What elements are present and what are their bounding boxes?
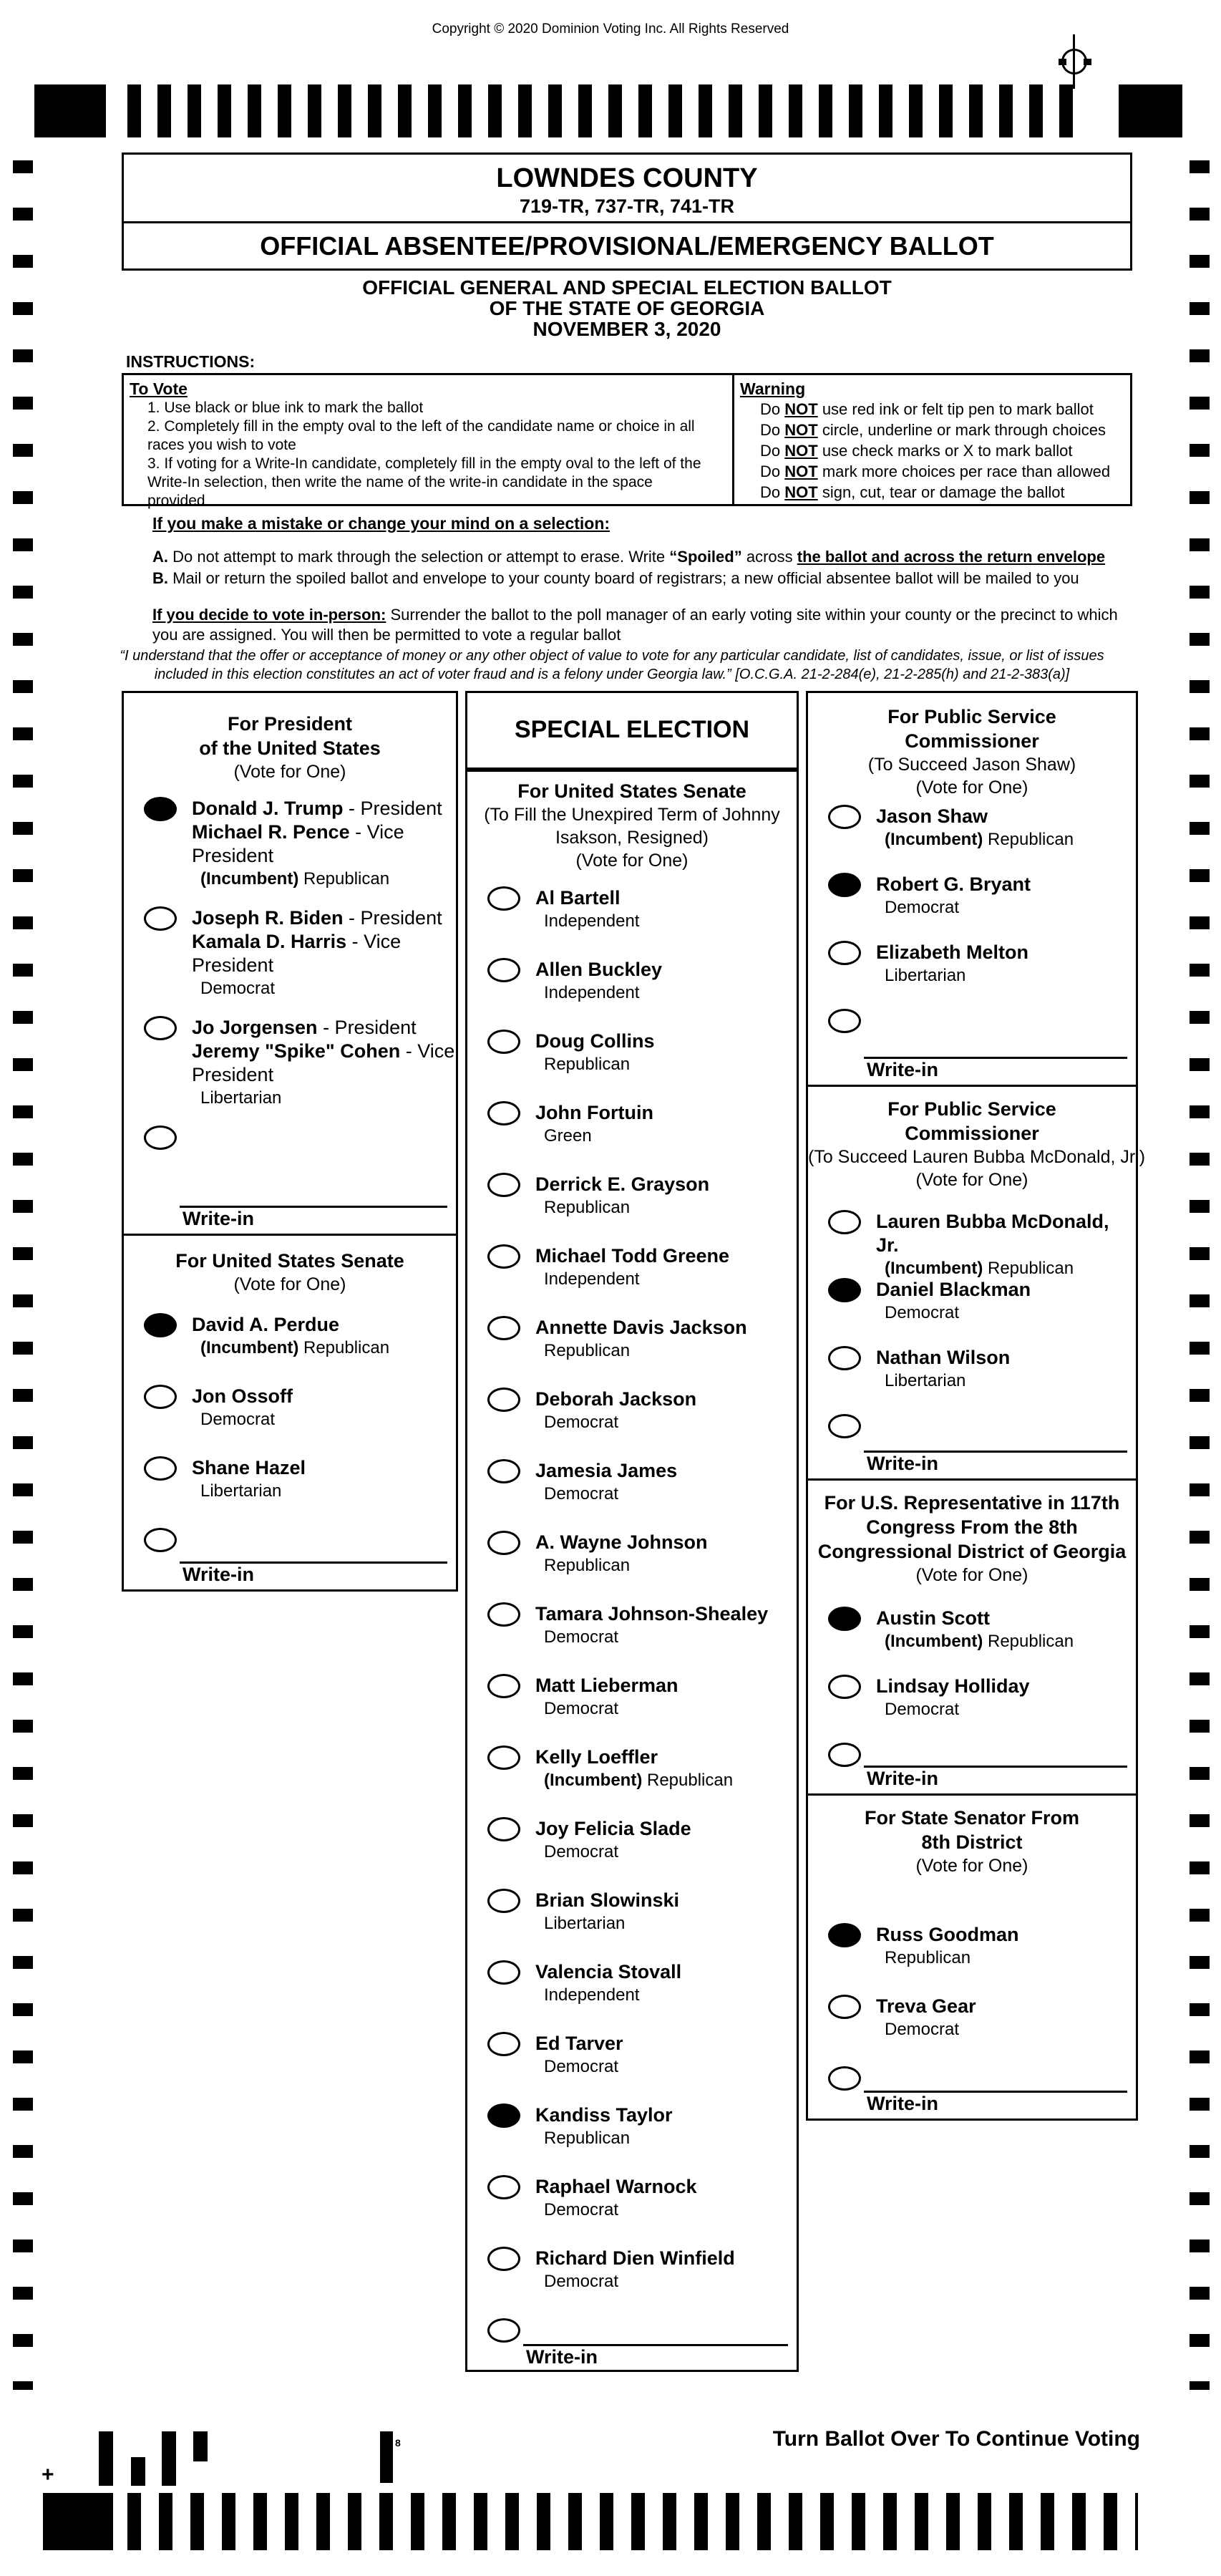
ballot-oval[interactable] (487, 1745, 520, 1770)
candidate-row (467, 2103, 797, 2175)
candidate-name: Deborah Jackson (535, 1388, 697, 1410)
election-date: NOVEMBER 3, 2020 (532, 318, 721, 340)
candidate-row (467, 1244, 797, 1316)
candidate-row (467, 886, 797, 958)
to-vote-item: 2. Completely fill in the empty oval to the left of the candidate name or choice in all races you wish to vote (147, 418, 695, 453)
ballot-oval[interactable] (144, 1528, 177, 1552)
candidate-name: Nathan Wilson (876, 1347, 1011, 1368)
ballot-oval[interactable] (487, 2247, 520, 2271)
warning-item: Do NOT use check marks or X to mark ballot (760, 442, 1073, 460)
incumbent-label: (Incumbent) (885, 830, 988, 849)
candidate-party: Democrat (885, 898, 960, 917)
registration-crosshair-icon (1058, 34, 1092, 89)
timing-mark-row (127, 2493, 1138, 2550)
candidate-party: Libertarian (544, 1914, 626, 1933)
to-vote-item: 1. Use black or blue ink to mark the ballot (147, 400, 424, 416)
write-in-area (864, 1057, 1127, 1080)
candidate-party: Libertarian (200, 1481, 282, 1501)
contest-title-line: For U.S. Representative in 117th (824, 1492, 1120, 1514)
write-in-label: Write-in (183, 1208, 254, 1229)
candidate-row (124, 1528, 456, 1560)
candidate-party: Libertarian (885, 1371, 966, 1390)
write-in-label: Write-in (526, 2346, 598, 2368)
candidate-party: Democrat (544, 2200, 619, 2219)
contest-header (808, 1796, 1136, 1877)
candidate-party: Republican (544, 1341, 631, 1360)
contest-us-senate-special (467, 770, 797, 2372)
instructions-table (122, 373, 1132, 509)
candidate-name: Derrick E. Grayson (535, 1173, 710, 1195)
ballot-oval[interactable] (828, 1414, 861, 1438)
candidate-name: Lauren Bubba McDonald, Jr. (876, 1211, 1109, 1256)
candidate-row (808, 1607, 1136, 1675)
candidate-party: Republican (544, 1055, 631, 1074)
write-in-area (180, 1561, 447, 1585)
ballot-oval[interactable] (144, 797, 177, 821)
ballot-oval[interactable] (487, 1388, 520, 1412)
candidate-name: Russ Goodman (876, 1924, 1019, 1945)
candidate-row (124, 906, 456, 1016)
ballot-oval[interactable] (487, 1316, 520, 1340)
write-in-label: Write-in (867, 1059, 938, 1080)
vote-for-line: (Vote for One) (233, 1274, 346, 1294)
write-in-label: Write-in (183, 1564, 254, 1585)
code-bar (99, 2431, 113, 2486)
plus-registration-mark: + (42, 2463, 54, 2487)
to-vote-title: To Vote (130, 379, 188, 398)
code-bar (131, 2457, 145, 2486)
candidate-name: Jason Shaw (876, 805, 988, 827)
write-in-area (864, 1766, 1127, 1789)
ballot-oval[interactable] (487, 1101, 520, 1125)
to-vote-cell (124, 375, 734, 509)
ballot-oval[interactable] (487, 2318, 520, 2343)
ballot-title: OFFICIAL ABSENTEE/PROVISIONAL/EMERGENCY BALLOT (260, 231, 994, 261)
candidate-name: Tamara Johnson-Shealey (535, 1603, 769, 1624)
election-title-line2: OF THE STATE OF GEORGIA (489, 297, 765, 319)
ballot-oval[interactable] (487, 886, 520, 911)
ballot-oval[interactable] (487, 2032, 520, 2056)
candidate-name: Kamala D. Harris (192, 931, 347, 952)
candidate-party: Republican (988, 1632, 1074, 1651)
ballot-oval[interactable] (487, 1960, 520, 1985)
candidate-row (808, 1995, 1136, 2066)
candidate-party: Democrat (544, 2057, 619, 2076)
ballot-oval[interactable] (487, 1244, 520, 1269)
ballot-oval[interactable] (828, 1278, 861, 1302)
timing-mark-block (34, 84, 106, 137)
candidate-name: Matt Lieberman (535, 1675, 678, 1696)
ballot-oval[interactable] (828, 1995, 861, 2019)
candidate-name: Annette Davis Jackson (535, 1317, 747, 1338)
incumbent-label: (Incumbent) (885, 1632, 988, 1651)
timing-mark-block (1119, 84, 1182, 137)
contest-title-line: Commissioner (905, 730, 1039, 752)
write-in-area (180, 1206, 447, 1229)
candidate-list (808, 805, 1136, 1077)
candidate-name: Doug Collins (535, 1030, 655, 1052)
vote-for-line: (Vote for One) (915, 778, 1028, 798)
timing-mark-column-left (13, 160, 33, 2390)
ballot-oval[interactable] (828, 805, 861, 829)
code-bar (162, 2431, 176, 2486)
contest-header (808, 693, 1136, 799)
warning-title: Warning (740, 379, 806, 398)
candidate-party: Independent (544, 983, 640, 1002)
candidate-name: Joseph R. Biden (192, 907, 344, 929)
contest-psc-shaw (808, 693, 1136, 1085)
candidate-row (808, 1346, 1136, 1414)
candidate-party: Republican (647, 1771, 734, 1790)
candidate-party: Democrat (544, 1842, 619, 1861)
candidate-row (467, 2247, 797, 2318)
contest-us-representative (808, 1478, 1136, 1793)
ballot-oval[interactable] (144, 1125, 177, 1150)
candidate-party: Republican (544, 1198, 631, 1217)
candidate-name: Valencia Stovall (535, 1961, 682, 1982)
candidate-row (467, 1316, 797, 1388)
ballot-column-right (806, 691, 1146, 2121)
vote-for-line: (Vote for One) (915, 1565, 1028, 1585)
ballot-column-left (122, 691, 458, 1592)
candidate-row (124, 797, 456, 906)
warning-item: Do NOT use red ink or felt tip pen to mark ballot (760, 400, 1094, 418)
candidate-row (467, 1745, 797, 1817)
ballot-oval[interactable] (828, 1743, 861, 1767)
candidate-party: Democrat (544, 1484, 619, 1504)
candidate-row (467, 2175, 797, 2247)
vote-for-line: (Vote for One) (915, 1170, 1028, 1190)
ballot-oval[interactable] (487, 1602, 520, 1627)
ballot-oval[interactable] (487, 1674, 520, 1698)
candidate-name: Jeremy "Spike" Cohen (192, 1040, 401, 1062)
candidate-office: - President (343, 798, 442, 819)
candidate-row (467, 1173, 797, 1244)
ballot-oval[interactable] (144, 1385, 177, 1409)
candidate-name: Michael R. Pence (192, 821, 350, 843)
candidate-name: John Fortuin (535, 1102, 653, 1123)
contest-us-senate (124, 1234, 456, 1589)
contest-state-senator (808, 1793, 1136, 2119)
contest-subtitle-line: (To Succeed Lauren Bubba McDonald, Jr.) (808, 1147, 1146, 1167)
write-in-label: Write-in (867, 1453, 938, 1474)
candidate-office: - Vice President (192, 1040, 455, 1085)
mistake-title: If you make a mistake or change your mind on a selection: (152, 514, 610, 533)
ballot-oval[interactable] (828, 1607, 861, 1631)
write-in-area (523, 2344, 788, 2368)
candidate-row (467, 2032, 797, 2103)
write-in-label: Write-in (867, 2093, 938, 2114)
candidate-row (467, 1531, 797, 1602)
candidate-row (467, 1030, 797, 1101)
candidate-name: Allen Buckley (535, 959, 663, 980)
candidate-name: Donald J. Trump (192, 798, 344, 819)
candidate-name: Kelly Loeffler (535, 1746, 658, 1768)
candidate-party: Republican (988, 830, 1074, 849)
candidate-name: Al Bartell (535, 887, 621, 909)
candidate-name: Lindsay Holliday (876, 1675, 1030, 1697)
candidate-row (808, 1675, 1136, 1743)
candidate-name: Kandiss Taylor (535, 2104, 673, 2126)
candidate-party: Democrat (544, 1699, 619, 1718)
ballot-oval[interactable] (487, 2175, 520, 2199)
candidate-row (467, 1459, 797, 1531)
ballot-oval[interactable] (828, 1923, 861, 1947)
ballot-oval[interactable] (144, 906, 177, 931)
contest-subtitle-line: (To Fill the Unexpired Term of Johnny (484, 805, 780, 825)
candidate-party: Republican (885, 1948, 971, 1967)
candidate-name: A. Wayne Johnson (535, 1531, 708, 1553)
candidate-name: Raphael Warnock (535, 2176, 697, 2197)
incumbent-label: (Incumbent) (200, 869, 303, 888)
warning-cell (734, 375, 1130, 504)
candidate-row (467, 1674, 797, 1745)
contest-title-line: For Public Service (887, 706, 1056, 727)
candidate-party: Democrat (200, 1410, 276, 1429)
incumbent-label: (Incumbent) (544, 1771, 647, 1790)
candidate-party: Democrat (544, 1413, 619, 1432)
ballot-oval[interactable] (828, 1210, 861, 1234)
candidate-party: Republican (544, 1556, 631, 1575)
contest-subtitle-line: (To Succeed Jason Shaw) (867, 755, 1076, 775)
candidate-row (467, 1602, 797, 1674)
contest-header (808, 1481, 1136, 1587)
candidate-name: Jo Jorgensen (192, 1017, 318, 1038)
vote-for-line: (Vote for One) (915, 1856, 1028, 1876)
candidate-name: Shane Hazel (192, 1457, 306, 1478)
candidate-party: Republican (303, 1338, 390, 1357)
ballot-oval[interactable] (828, 1346, 861, 1370)
ballot-column-middle (465, 691, 799, 2372)
candidate-name: Jamesia James (535, 1460, 678, 1481)
timing-mark-row (127, 84, 1086, 137)
candidate-row (467, 1817, 797, 1889)
candidate-row (467, 1889, 797, 1960)
candidate-party: Democrat (544, 1627, 619, 1647)
candidate-name: Treva Gear (876, 1995, 976, 2017)
candidate-list (467, 886, 797, 2390)
candidate-name: Robert G. Bryant (876, 873, 1031, 895)
candidate-name: Jon Ossoff (192, 1385, 293, 1407)
precinct-codes: 719-TR, 737-TR, 741-TR (519, 195, 735, 217)
ballot-oval[interactable] (487, 1459, 520, 1483)
code-bar (380, 2431, 393, 2483)
contest-title-line: For Public Service (887, 1098, 1056, 1120)
candidate-row (808, 941, 1136, 1009)
ballot-oval[interactable] (828, 1675, 861, 1699)
candidate-row (467, 1960, 797, 2032)
candidate-office: - President (317, 1017, 417, 1038)
mistake-instructions (152, 514, 1140, 645)
candidate-row (124, 1016, 456, 1125)
ballot-oval[interactable] (487, 1030, 520, 1054)
candidate-name: Daniel Blackman (876, 1279, 1031, 1300)
candidate-row (124, 1125, 456, 1201)
ballot-oval[interactable] (144, 1016, 177, 1040)
candidate-party: Independent (544, 911, 640, 931)
incumbent-label: (Incumbent) (885, 1259, 988, 1278)
vote-for-line: (Vote for One) (575, 851, 689, 871)
voter-affirmation: “I understand that the offer or acceptance of money or any other object of value to vote for any particular candidate, list of candidates, issue, or list of issues included in this election constitutes an act of voter fraud and is a felony under Georgia law.” [O.C.G.A. 21-2-284(e), 21-2-285(h) and 21-2-383(a)] (120, 648, 1104, 682)
contest-header (808, 1087, 1146, 1191)
ballot-title-box (122, 221, 1132, 271)
candidate-row (808, 1210, 1136, 1278)
ballot-oval[interactable] (487, 1817, 520, 1841)
ballot-oval[interactable] (144, 1313, 177, 1337)
contest-title-line: For President (227, 713, 353, 735)
ballot-oval[interactable] (487, 1531, 520, 1555)
write-in-label: Write-in (867, 1768, 938, 1789)
candidate-name: Michael Todd Greene (535, 1245, 730, 1267)
candidate-party: Independent (544, 1269, 640, 1289)
in-person-instructions: If you decide to vote in-person: Surrender the ballot to the poll manager of an early voting site within your county or the precinct to which you are assigned. You will then be permitted to vote a regular ballot (152, 606, 1118, 644)
contest-president (124, 693, 456, 1234)
ballot-oval[interactable] (487, 1889, 520, 1913)
turn-ballot-over-text: Turn Ballot Over To Continue Voting (772, 2427, 1140, 2451)
contest-psc-mcdonald (808, 1085, 1146, 1478)
candidate-row (124, 1456, 456, 1528)
candidate-name: David A. Perdue (192, 1314, 340, 1335)
candidate-name: Richard Dien Winfield (535, 2247, 735, 2269)
contest-title-line: For United States Senate (517, 780, 746, 802)
ballot-oval[interactable] (828, 2066, 861, 2091)
mistake-item-b: B. Mail or return the spoiled ballot and envelope to your county board of registrars; a new official absentee ballot will be mailed to you (152, 569, 1079, 587)
candidate-name: Elizabeth Melton (876, 941, 1029, 963)
candidate-list (124, 1313, 456, 1560)
candidate-name: Austin Scott (876, 1607, 990, 1629)
instructions-label: INSTRUCTIONS: (126, 352, 256, 371)
candidate-party: Independent (544, 1985, 640, 2005)
contest-title-line: Commissioner (905, 1123, 1039, 1144)
county-name: LOWNDES COUNTY (496, 163, 758, 193)
candidate-party: Republican (544, 2129, 631, 2148)
code-bar (193, 2431, 208, 2461)
candidate-row (808, 805, 1136, 873)
county-header-box (122, 152, 1132, 223)
contest-title-line: Congressional District of Georgia (817, 1541, 1127, 1562)
mistake-item-a: A. Do not attempt to mark through the selection or attempt to erase. Write “Spoiled” across the ballot and across the return envelope (152, 548, 1106, 566)
contest-header (467, 772, 797, 872)
warning-item: Do NOT circle, underline or mark through choices (760, 421, 1106, 439)
code-mark-label: 8 (395, 2437, 401, 2449)
candidate-office: - Vice President (192, 821, 404, 866)
candidate-party: Democrat (544, 2272, 619, 2291)
candidate-office: - President (343, 907, 442, 929)
candidate-party: Democrat (200, 979, 276, 998)
contest-title-line: of the United States (199, 737, 381, 759)
to-vote-item: 3. If voting for a Write-In candidate, completely fill in the empty oval to the left of the Write-In selection, then write the name of the write-in candidate in the space provided (147, 455, 701, 509)
candidate-row (808, 873, 1136, 941)
warning-item: Do NOT sign, cut, tear or damage the ballot (760, 483, 1065, 501)
candidate-name: Brian Slowinski (535, 1889, 680, 1911)
write-in-area (864, 2091, 1127, 2114)
candidate-name: Ed Tarver (535, 2033, 623, 2054)
candidate-party: Democrat (885, 1303, 960, 1322)
candidate-office: - Vice President (192, 931, 402, 976)
candidate-party: Libertarian (200, 1088, 282, 1108)
candidate-row (808, 1278, 1136, 1346)
contest-header (124, 1236, 456, 1296)
candidate-row (467, 958, 797, 1030)
vote-for-line: (Vote for One) (233, 762, 346, 782)
copyright-line: Copyright © 2020 Dominion Voting Inc. All Rights Reserved (432, 21, 789, 37)
candidate-row (124, 1385, 456, 1456)
contest-title-line: For State Senator From (864, 1807, 1080, 1829)
timing-mark-block (43, 2493, 113, 2550)
ballot-oval[interactable] (828, 873, 861, 897)
write-in-area (864, 1451, 1127, 1474)
incumbent-label: (Incumbent) (200, 1338, 303, 1357)
candidate-name: Joy Felicia Slade (535, 1818, 691, 1839)
ballot-oval[interactable] (487, 958, 520, 982)
contest-title-line: Congress From the 8th (866, 1516, 1078, 1538)
candidate-party: Republican (988, 1259, 1074, 1278)
ballot-oval[interactable] (487, 2103, 520, 2128)
ballot-oval[interactable] (487, 1173, 520, 1197)
timing-mark-column-right (1190, 160, 1210, 2390)
election-title-line1: OFFICIAL GENERAL AND SPECIAL ELECTION BALLOT (362, 276, 892, 299)
candidate-list (808, 1210, 1136, 1482)
candidate-list (124, 797, 456, 1201)
contest-subtitle-line: Isakson, Resigned) (555, 828, 709, 848)
candidate-row (124, 1313, 456, 1385)
ballot-oval[interactable] (144, 1456, 177, 1481)
warning-item: Do NOT mark more choices per race than allowed (760, 463, 1111, 480)
candidate-row (808, 1923, 1136, 1995)
candidate-row (467, 1101, 797, 1173)
candidate-row (467, 1388, 797, 1459)
contest-title-line: 8th District (921, 1831, 1023, 1853)
contest-title-line: For United States Senate (175, 1250, 404, 1272)
candidate-party: Democrat (885, 1700, 960, 1719)
special-election-header: SPECIAL ELECTION (467, 693, 797, 770)
candidate-party: Green (544, 1126, 592, 1146)
ballot-oval[interactable] (828, 1009, 861, 1033)
candidate-party: Democrat (885, 2020, 960, 2039)
ballot-oval[interactable] (828, 941, 861, 965)
candidate-party: Republican (303, 869, 390, 888)
candidate-party: Libertarian (885, 966, 966, 985)
contest-header (124, 693, 456, 783)
